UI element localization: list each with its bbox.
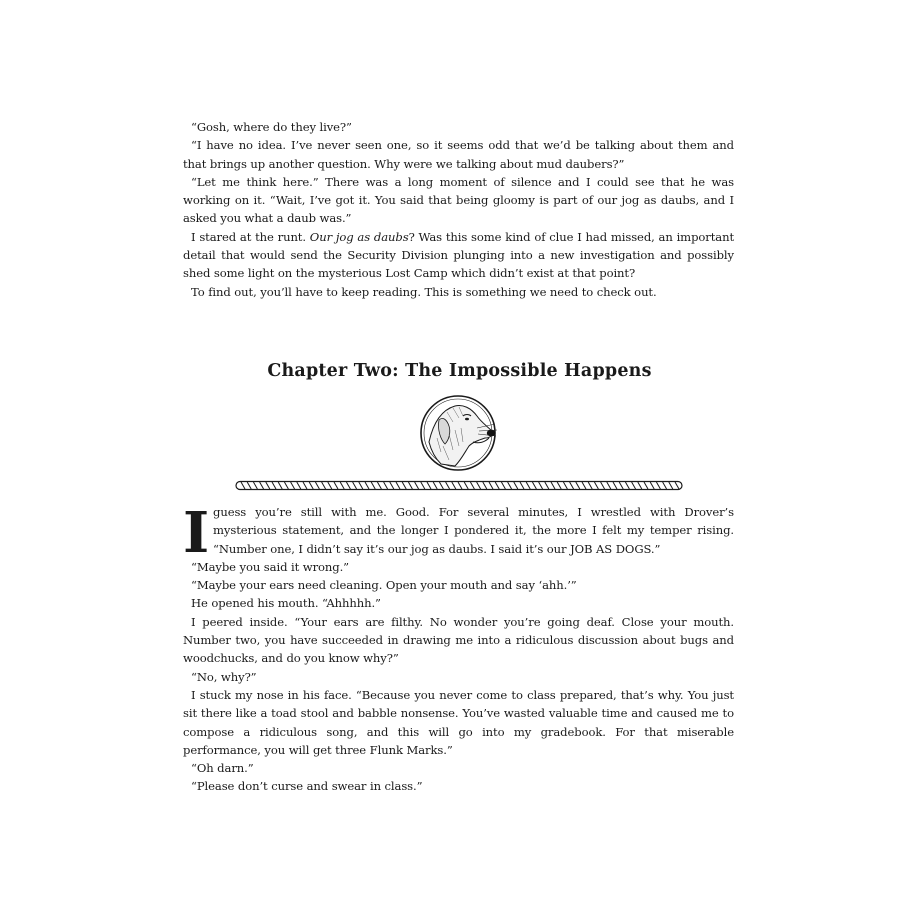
- paragraph: “Maybe you said it wrong.”: [191, 559, 349, 574]
- previous-chapter-ending: [183, 118, 734, 301]
- paragraph: “I have no idea. I’ve never seen one, so it seems odd that we’d be talking about them and that brings up another question. Why were we talking about mud daubers?”: [183, 138, 734, 171]
- paragraph: I peered inside. “Your ears are filthy. No wonder you’re going deaf. Close your mouth. Number two, you have succeeded in drawing me into a ridiculous discussion about bugs and woodchucks, and do you know why?”: [183, 614, 734, 666]
- paragraph: “Please don’t curse and swear in class.”: [191, 779, 423, 794]
- chapter-body: [183, 500, 734, 796]
- paragraph: To find out, you’ll have to keep reading. This is something we need to check out.: [191, 284, 657, 299]
- dog-head-emblem-icon: [419, 394, 497, 472]
- paragraph: He opened his mouth. “Ahhhhh.”: [191, 596, 381, 611]
- rope-divider-icon: [235, 480, 683, 491]
- paragraph: I stuck my nose in his face. “Because you never come to class prepared, that’s why. You just sit there like a toad stool and babble nonsense. You’ve wasted valuable time and caused me to compose a ridiculous song, and this will go into my gradebook. For that miserable performance, you will get three Flunk Marks.”: [183, 687, 734, 757]
- drop-cap: I: [183, 500, 210, 566]
- opening-paragraph: [183, 500, 734, 566]
- paragraph: [183, 228, 734, 283]
- paragraph: “Gosh, where do they live?”: [191, 120, 352, 134]
- paragraph: “Maybe your ears need cleaning. Open your mouth and say ‘ahh.’”: [191, 578, 577, 593]
- italic-phrase: Our jog as daubs: [309, 229, 409, 244]
- paragraph: “No, why?”: [191, 669, 257, 684]
- paragraph-text: I stared at the runt.: [191, 229, 310, 244]
- paragraph: guess you’re still with me. Good. For several minutes, I wrestled with Drover’s mysterious statement, and the longer I pondered it, the more I felt my temper rising. “Number one, I didn’t say it’s our jog as daubs. I said it’s our JOB AS DOGS.”: [213, 505, 734, 556]
- chapter-title: Chapter Two: The Impossible Happens: [267, 361, 652, 381]
- paragraph: “Oh darn.”: [191, 761, 254, 776]
- paragraph: “Let me think here.” There was a long moment of silence and I could see that he was working on it. “Wait, I’ve got it. You said that being gloomy is part of our jog as daubs, and I asked you what a daub was.”: [183, 174, 734, 226]
- paragraph-text: ? Was this some kind of clue I had missed, an important detail that would send the Security Division plunging into a new investigation and possibly shed some light on the mysterious Lost Camp which didn’t exist at that point?: [183, 229, 735, 281]
